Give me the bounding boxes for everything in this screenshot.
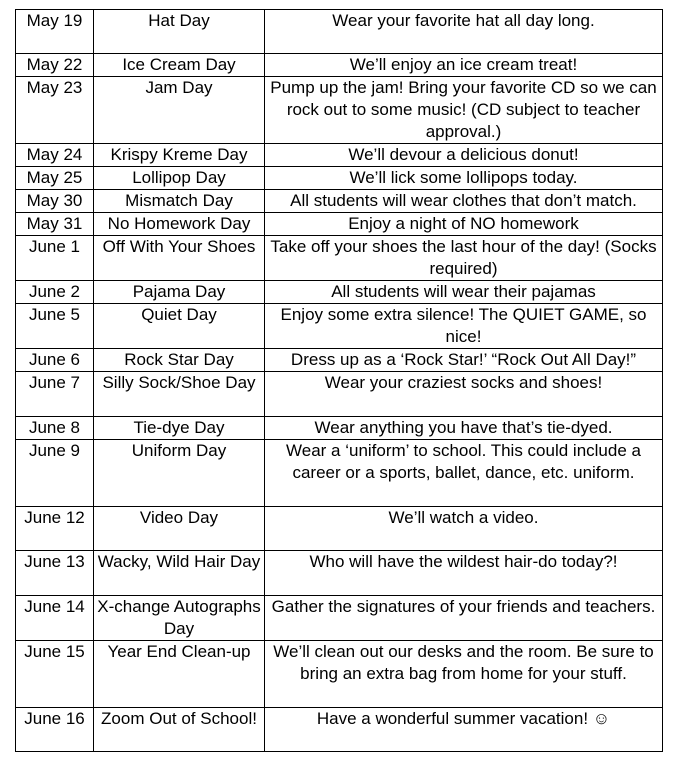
theme-cell: Video Day xyxy=(94,507,265,551)
table-row xyxy=(16,708,663,752)
description-cell: Wear your favorite hat all day long. xyxy=(265,10,663,54)
theme-cell: Rock Star Day xyxy=(94,349,265,372)
table-row xyxy=(16,213,663,236)
description-cell: Wear anything you have that’s tie-dyed. xyxy=(265,417,663,440)
table-row xyxy=(16,372,663,417)
description-cell: Have a wonderful summer vacation! ☺ xyxy=(265,708,663,752)
description-cell: Who will have the wildest hair-do today?! xyxy=(265,551,663,596)
theme-cell: Uniform Day xyxy=(94,440,265,507)
date-cell: May 30 xyxy=(16,190,94,213)
theme-cell: Zoom Out of School! xyxy=(94,708,265,752)
description-cell: We’ll devour a delicious donut! xyxy=(265,144,663,167)
theme-cell: Year End Clean-up xyxy=(94,641,265,708)
date-cell: May 19 xyxy=(16,10,94,54)
description-cell: All students will wear their pajamas xyxy=(265,281,663,304)
table-row xyxy=(16,507,663,551)
date-cell: June 7 xyxy=(16,372,94,417)
date-cell: May 24 xyxy=(16,144,94,167)
table-row xyxy=(16,641,663,708)
table-row xyxy=(16,10,663,54)
table-row xyxy=(16,349,663,372)
description-cell: We’ll enjoy an ice cream treat! xyxy=(265,54,663,77)
theme-cell: Hat Day xyxy=(94,10,265,54)
description-cell: Dress up as a ‘Rock Star!’ “Rock Out All Day!” xyxy=(265,349,663,372)
description-cell: We’ll clean out our desks and the room. Be sure to bring an extra bag from home for your stuff. xyxy=(265,641,663,708)
schedule-body xyxy=(16,10,663,752)
date-cell: June 16 xyxy=(16,708,94,752)
theme-cell: Pajama Day xyxy=(94,281,265,304)
description-cell: Pump up the jam! Bring your favorite CD so we can rock out to some music! (CD subject to teacher approval.) xyxy=(265,77,663,144)
table-row xyxy=(16,167,663,190)
description-cell: Wear a ‘uniform’ to school. This could include a career or a sports, ballet, dance, etc. uniform. xyxy=(265,440,663,507)
theme-cell: Silly Sock/Shoe Day xyxy=(94,372,265,417)
date-cell: June 13 xyxy=(16,551,94,596)
table-row xyxy=(16,304,663,349)
theme-cell: Wacky, Wild Hair Day xyxy=(94,551,265,596)
date-cell: May 25 xyxy=(16,167,94,190)
table-row xyxy=(16,236,663,281)
date-cell: May 31 xyxy=(16,213,94,236)
date-cell: June 14 xyxy=(16,596,94,641)
date-cell: June 15 xyxy=(16,641,94,708)
date-cell: June 2 xyxy=(16,281,94,304)
theme-cell: Ice Cream Day xyxy=(94,54,265,77)
description-cell: We’ll watch a video. xyxy=(265,507,663,551)
theme-cell: Off With Your Shoes xyxy=(94,236,265,281)
schedule-table xyxy=(15,9,663,752)
theme-cell: Krispy Kreme Day xyxy=(94,144,265,167)
date-cell: May 22 xyxy=(16,54,94,77)
table-row xyxy=(16,77,663,144)
theme-cell: Tie-dye Day xyxy=(94,417,265,440)
theme-cell: Quiet Day xyxy=(94,304,265,349)
date-cell: June 9 xyxy=(16,440,94,507)
theme-cell: Mismatch Day xyxy=(94,190,265,213)
date-cell: May 23 xyxy=(16,77,94,144)
description-cell: We’ll lick some lollipops today. xyxy=(265,167,663,190)
date-cell: June 1 xyxy=(16,236,94,281)
description-cell: Enjoy a night of NO homework xyxy=(265,213,663,236)
table-row xyxy=(16,417,663,440)
date-cell: June 8 xyxy=(16,417,94,440)
description-cell: Wear your craziest socks and shoes! xyxy=(265,372,663,417)
description-cell: All students will wear clothes that don’t match. xyxy=(265,190,663,213)
date-cell: June 12 xyxy=(16,507,94,551)
theme-cell: X-change Autographs Day xyxy=(94,596,265,641)
table-row xyxy=(16,440,663,507)
date-cell: June 6 xyxy=(16,349,94,372)
table-row xyxy=(16,596,663,641)
table-row xyxy=(16,551,663,596)
table-row xyxy=(16,54,663,77)
description-cell: Take off your shoes the last hour of the day! (Socks required) xyxy=(265,236,663,281)
description-cell: Enjoy some extra silence! The QUIET GAME, so nice! xyxy=(265,304,663,349)
table-row xyxy=(16,144,663,167)
table-row xyxy=(16,281,663,304)
table-row xyxy=(16,190,663,213)
description-cell: Gather the signatures of your friends and teachers. xyxy=(265,596,663,641)
theme-cell: Jam Day xyxy=(94,77,265,144)
theme-cell: No Homework Day xyxy=(94,213,265,236)
theme-cell: Lollipop Day xyxy=(94,167,265,190)
date-cell: June 5 xyxy=(16,304,94,349)
